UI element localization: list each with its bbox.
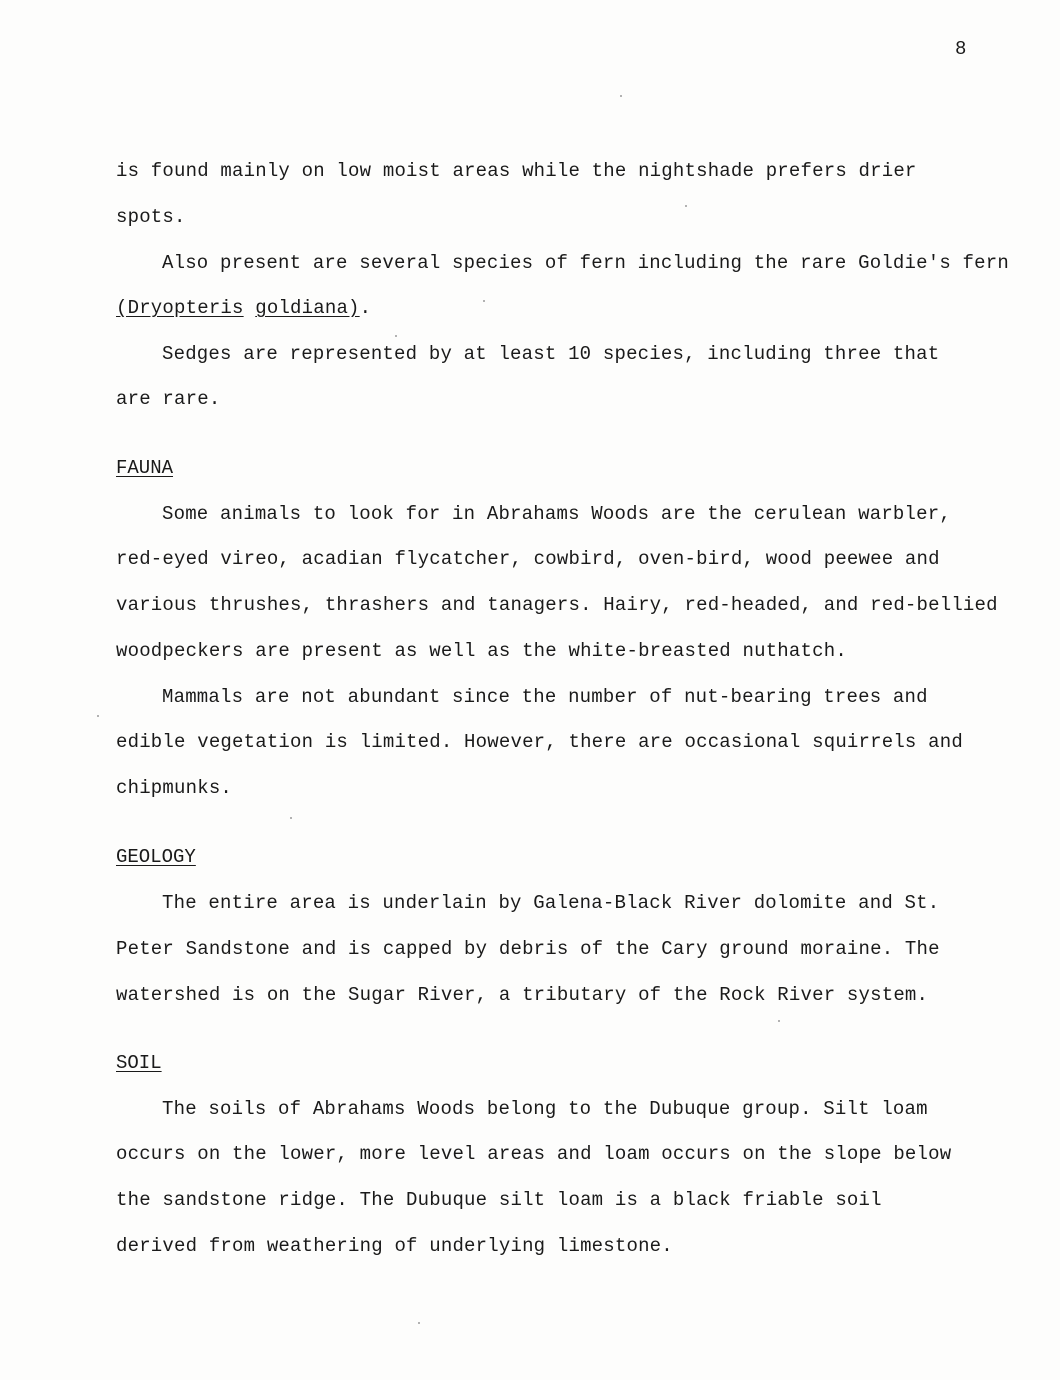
text-line: Mammals are not abundant since the number of nut-bearing trees and bbox=[162, 686, 928, 708]
scan-speck bbox=[620, 95, 622, 97]
text-line: derived from weathering of underlying limestone. bbox=[116, 1235, 673, 1257]
section-heading-geology: GEOLOGY bbox=[116, 846, 196, 868]
text-line: The entire area is underlain by Galena-Black River dolomite and St. bbox=[162, 892, 940, 914]
species-name-line bbox=[116, 297, 371, 319]
genus-name: (Dryopteris bbox=[116, 297, 244, 319]
text-line: is found mainly on low moist areas while the nightshade prefers drier bbox=[116, 160, 917, 182]
text-line: Peter Sandstone and is capped by debris of the Cary ground moraine. The bbox=[116, 938, 940, 960]
text-line: the sandstone ridge. The Dubuque silt loam is a black friable soil bbox=[116, 1189, 882, 1211]
text-line: red-eyed vireo, acadian flycatcher, cowbird, oven-bird, wood peewee and bbox=[116, 548, 940, 570]
scan-speck bbox=[483, 300, 485, 302]
text-line: Also present are several species of fern including the rare Goldie's fern bbox=[162, 252, 1009, 274]
section-heading-fauna: FAUNA bbox=[116, 457, 174, 479]
sentence-end: . bbox=[359, 297, 372, 319]
page-number: 8 bbox=[955, 38, 967, 60]
scan-speck bbox=[290, 817, 292, 819]
text-line: woodpeckers are present as well as the white-breasted nuthatch. bbox=[116, 640, 847, 662]
scan-speck bbox=[418, 1322, 420, 1324]
scan-speck bbox=[97, 715, 99, 717]
text-line: edible vegetation is limited. However, there are occasional squirrels and bbox=[116, 731, 963, 753]
scan-speck bbox=[778, 1020, 780, 1022]
text-line: Sedges are represented by at least 10 species, including three that bbox=[162, 343, 940, 365]
text-line: watershed is on the Sugar River, a tributary of the Rock River system. bbox=[116, 984, 929, 1006]
text-line: occurs on the lower, more level areas and loam occurs on the slope below bbox=[116, 1143, 952, 1165]
text-line: are rare. bbox=[116, 388, 221, 410]
text-line: The soils of Abrahams Woods belong to the Dubuque group. Silt loam bbox=[162, 1098, 928, 1120]
scan-speck bbox=[395, 335, 397, 337]
text-line: chipmunks. bbox=[116, 777, 233, 799]
section-heading-soil: SOIL bbox=[116, 1052, 162, 1074]
text-line: Some animals to look for in Abrahams Woods are the cerulean warbler, bbox=[162, 503, 951, 525]
species-epithet: goldiana) bbox=[255, 297, 360, 319]
text-line: various thrushes, thrashers and tanagers. Hairy, red-headed, and red-bellied bbox=[116, 594, 998, 616]
scan-speck bbox=[685, 205, 687, 207]
text-line: spots. bbox=[116, 206, 186, 228]
